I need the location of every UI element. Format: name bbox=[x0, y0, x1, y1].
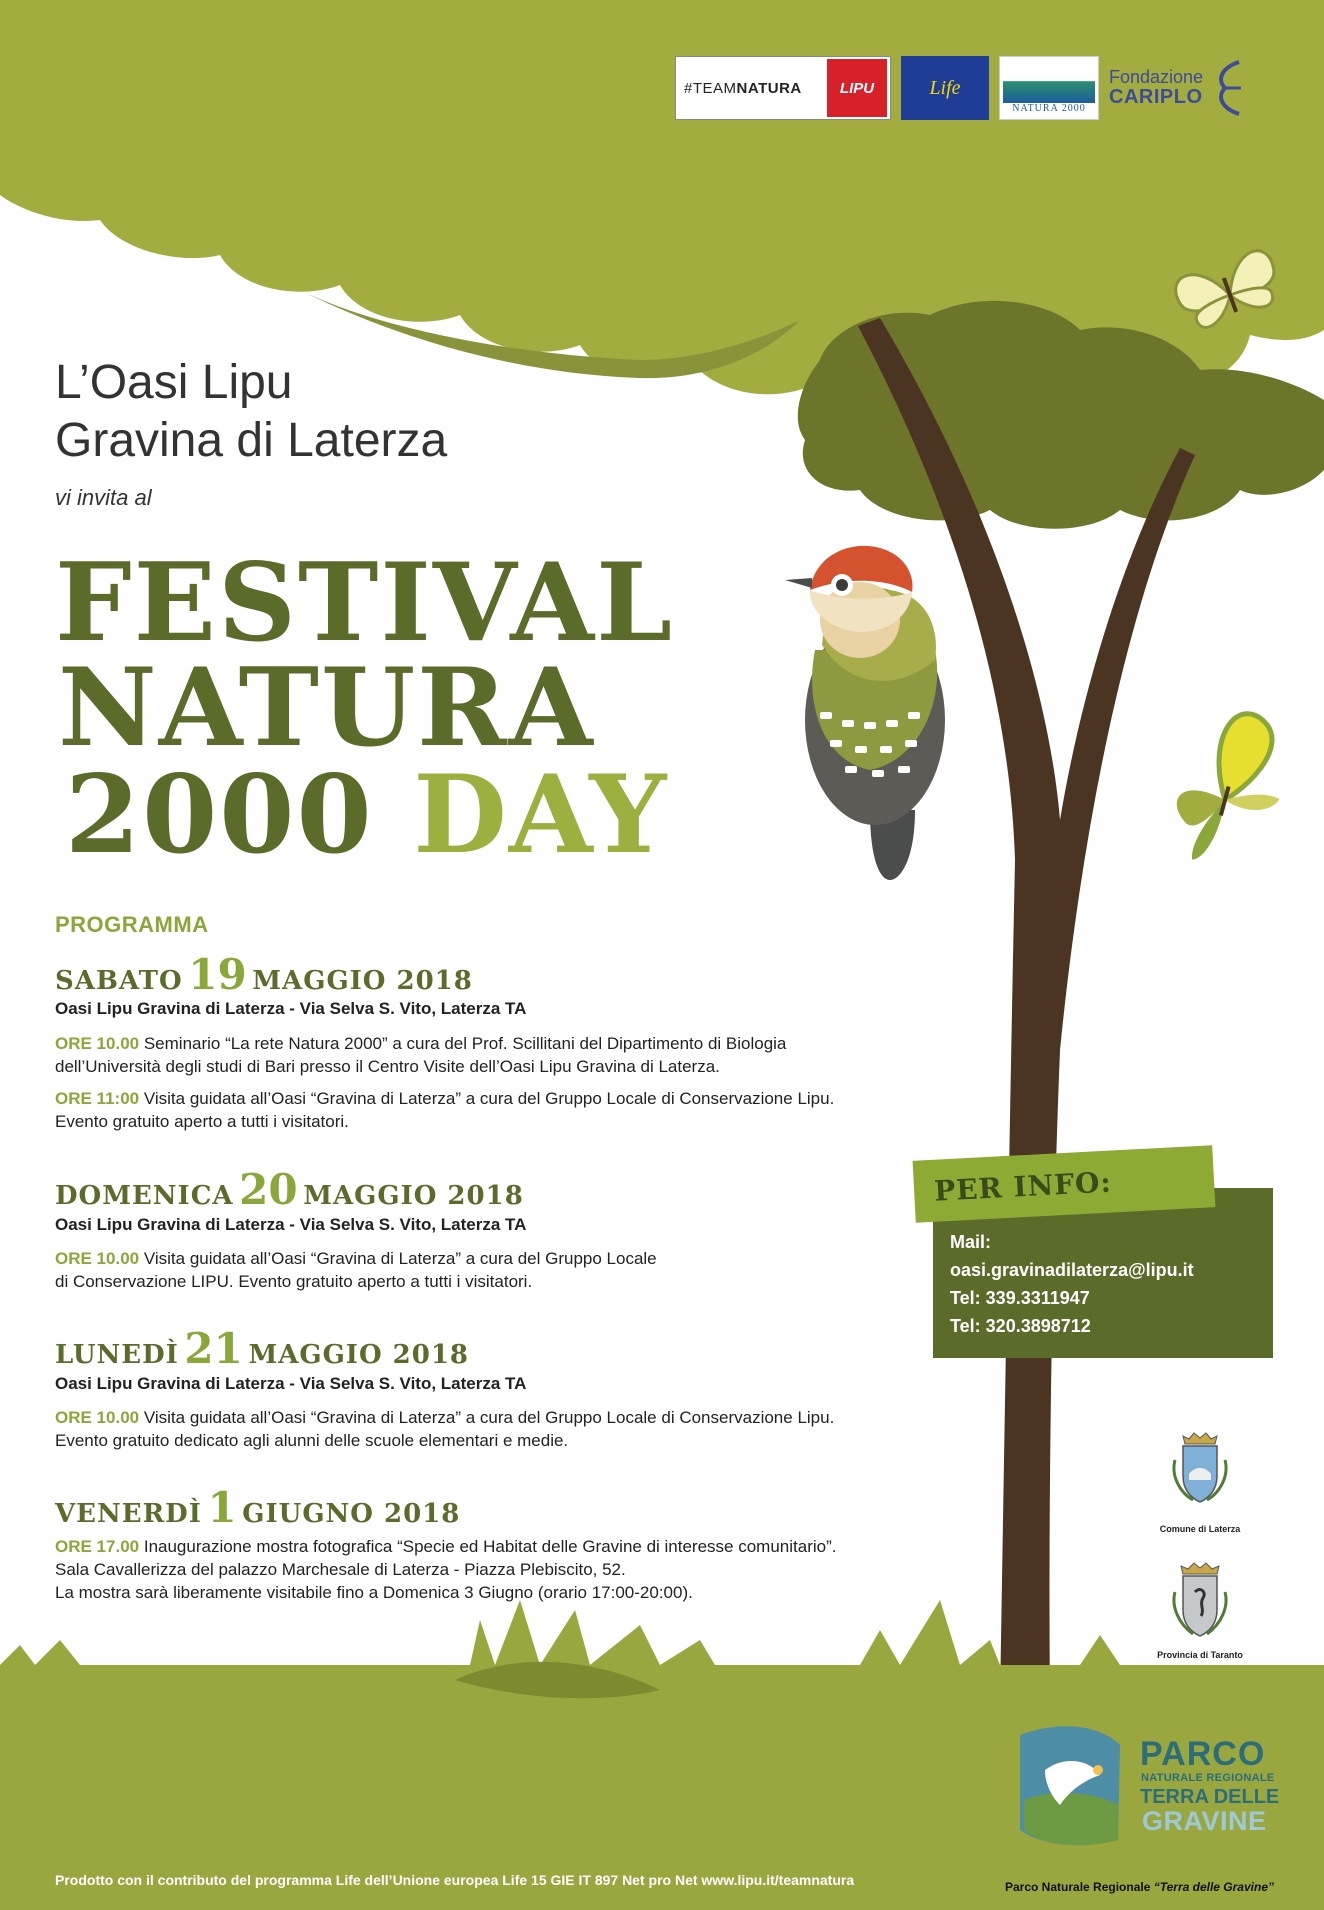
title-line-3 bbox=[65, 752, 668, 878]
natura2000-logo bbox=[999, 56, 1099, 120]
natura2000-emblem bbox=[1003, 63, 1095, 103]
bird-illustration bbox=[785, 546, 945, 880]
title-day: DAY bbox=[413, 752, 669, 878]
life-text: Life bbox=[929, 76, 961, 99]
day-heading: VENERDÌ 1 GIUGNO 2018 bbox=[55, 1483, 461, 1532]
comune-laterza-crest-icon bbox=[1165, 1430, 1235, 1510]
day-venue: Oasi Lipu Gravina di Laterza - Via Selva S. Vito, Laterza TA bbox=[55, 1374, 527, 1393]
program-item: ORE 11:00 Visita guidata all’Oasi “Gravina di Laterza” a cura del Gruppo Locale di Conservazione Lipu. Evento gratuito aperto a tutti i visitatori. bbox=[55, 1089, 835, 1131]
cariplo-logo bbox=[1109, 56, 1269, 120]
title-line-2: NATURA bbox=[58, 645, 595, 771]
program-item: ORE 10.00 Visita guidata all’Oasi “Gravina di Laterza” a cura del Gruppo Locale di Conservazione Lipu. Evento gratuito dedicato agli alunni delle scuole elementari e medie. bbox=[55, 1408, 835, 1450]
sponsor-logos bbox=[675, 55, 1269, 121]
footer-credits: Prodotto con il contributo del programma Life dell’Unione europea Life 15 GIE IT 897 Net pro Net www.lipu.it/teamnatura bbox=[55, 1872, 855, 1888]
title-line-1: FESTIVAL bbox=[55, 540, 675, 666]
grass-blades bbox=[0, 1600, 1324, 1665]
info-tel-1[interactable]: Tel: 339.3311947 bbox=[950, 1288, 1090, 1308]
cariplo-name: CARIPLO bbox=[1109, 85, 1203, 108]
natura2000-text: NATURA 2000 bbox=[1012, 102, 1086, 114]
parco-caption: Parco Naturale Regionale “Terra delle Gravine” bbox=[1005, 1880, 1274, 1894]
provincia-label: Provincia di Taranto bbox=[1157, 1650, 1243, 1660]
invite-organizer: L’Oasi Lipu bbox=[55, 356, 293, 409]
parco-title: PARCO bbox=[1140, 1735, 1266, 1773]
comune-label: Comune di Laterza bbox=[1159, 1524, 1241, 1534]
lipu-logo: LIPU bbox=[827, 59, 887, 117]
program-item: ORE 10.00 Visita guidata all’Oasi “Gravina di Laterza” a cura del Gruppo Locale di Conservazione LIPU. Evento gratuito aperto a tutti i visitatori. bbox=[55, 1249, 657, 1291]
eu-life-logo bbox=[901, 56, 989, 120]
program-item: ORE 17.00 Inaugurazione mostra fotografica “Specie ed Habitat delle Gravine di interesse comunitario”. Sala Cavallerizza del palazzo Marchesale di Laterza - Piazza Plebiscito, 52. La mostra sarà liberamente visitabile fino a Domenica 3 Giugno (orario 17:00-20:00). bbox=[55, 1537, 837, 1602]
info-heading: PER INFO: bbox=[933, 1165, 1113, 1208]
provincia-taranto-crest-icon bbox=[1165, 1562, 1235, 1644]
parco-subtitle-1: NATURALE REGIONALE bbox=[1141, 1772, 1275, 1784]
invite-subtitle: vi invita al bbox=[55, 485, 152, 510]
info-tel-2[interactable]: Tel: 320.3898712 bbox=[950, 1316, 1091, 1336]
butterfly-lower bbox=[1145, 706, 1306, 860]
parco-emblem bbox=[1020, 1726, 1120, 1845]
title-number: 2000 bbox=[65, 752, 374, 878]
day-venue: Oasi Lipu Gravina di Laterza - Via Selva S. Vito, Laterza TA bbox=[55, 1215, 527, 1234]
cariplo-fondazione: Fondazione bbox=[1109, 67, 1204, 88]
program-item: ORE 10.00 Seminario “La rete Natura 2000” a cura del Prof. Scillitani del Dipartimento di Biologia dell’Università degli studi di Bari presso il Centro Visite dell’Oasi Lipu Gravina di Laterza. bbox=[55, 1034, 787, 1076]
invite-location: Gravina di Laterza bbox=[55, 414, 448, 467]
parco-subtitle-2: TERRA DELLE bbox=[1140, 1786, 1280, 1808]
day-heading: DOMENICA 20 MAGGIO 2018 bbox=[55, 1165, 524, 1214]
program-heading: PROGRAMMA bbox=[55, 912, 209, 937]
day-heading: SABATO 19 MAGGIO 2018 bbox=[55, 950, 473, 999]
teamnatura-text: #TEAMNATURA bbox=[684, 79, 802, 97]
day-heading: LUNEDÌ 21 MAGGIO 2018 bbox=[55, 1324, 470, 1373]
parco-subtitle-3: GRAVINE bbox=[1142, 1806, 1267, 1836]
info-mail-label: Mail: bbox=[950, 1232, 992, 1252]
teamnatura-logo bbox=[675, 56, 891, 120]
cariplo-mark-icon bbox=[1211, 56, 1245, 120]
info-email[interactable]: oasi.gravinadilaterza@lipu.it bbox=[950, 1260, 1194, 1280]
day-venue: Oasi Lipu Gravina di Laterza - Via Selva S. Vito, Laterza TA bbox=[55, 999, 527, 1018]
